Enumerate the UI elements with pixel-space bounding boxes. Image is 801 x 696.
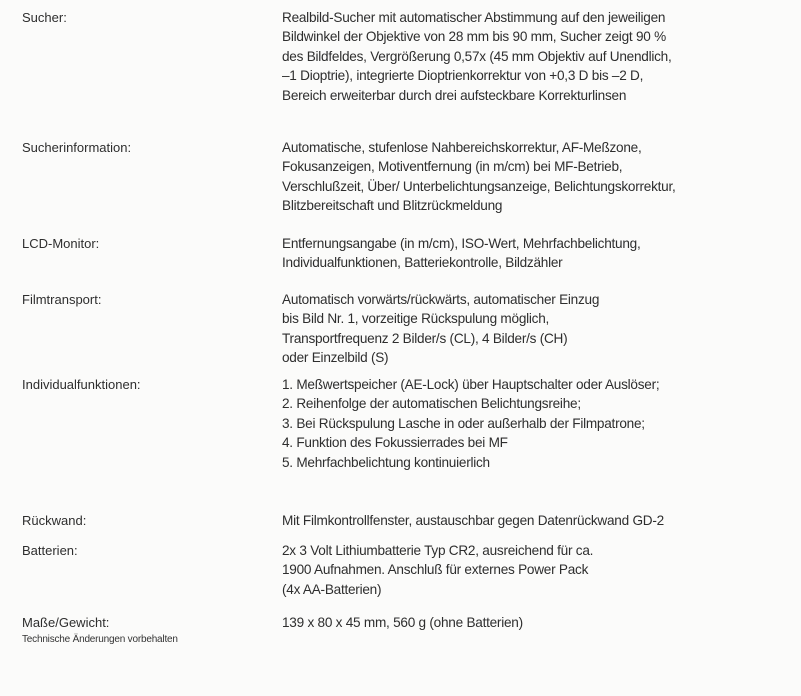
spec-value-line: des Bildfeldes, Vergrößerung 0,57x (45 mm Objektiv auf Unendlich, — [282, 48, 672, 64]
spec-value — [282, 8, 797, 105]
spec-value-line: 4. Funktion des Fokussierrades bei MF — [282, 435, 508, 451]
spec-value-line: 2. Reihenfolge der automatischen Belichtungsreihe; — [282, 396, 581, 412]
spec-value — [282, 290, 797, 368]
spec-label: Maße/Gewicht: — [22, 615, 110, 630]
spec-value-line: Automatische, stufenlose Nahbereichskorrektur, AF-Meßzone, — [282, 140, 642, 155]
spec-value-line: Bereich erweiterbar durch drei aufsteckbare Korrekturlinsen — [282, 87, 627, 103]
spec-value — [282, 138, 797, 216]
spec-value-line: Entfernungsangabe (in m/cm), ISO-Wert, Mehrfachbelichtung, — [282, 236, 641, 251]
spec-label: Filmtransport: — [22, 292, 102, 307]
spec-value-line: 1. Meßwertspeicher (AE-Lock) über Hauptschalter oder Auslöser; — [282, 377, 660, 392]
spec-value-line: (4x AA-Batterien) — [282, 581, 382, 597]
spec-value-line: Fokusanzeigen, Motiventfernung (in m/cm) bei MF-Betrieb, — [282, 159, 623, 175]
spec-value-line: –1 Dioptrie), integrierte Dioptrienkorrektur von +0,3 D bis –2 D, — [282, 68, 644, 84]
spec-label: Sucherinformation: — [22, 140, 132, 155]
spec-value-line: 2x 3 Volt Lithiumbatterie Typ CR2, ausreichend für ca. — [282, 543, 594, 558]
spec-value-line: 139 x 80 x 45 mm, 560 g (ohne Batterien) — [282, 615, 523, 630]
footnote: Technische Änderungen vorbehalten — [22, 634, 178, 645]
spec-value — [282, 613, 797, 632]
spec-value — [282, 234, 797, 273]
spec-label: Sucher: — [22, 10, 67, 25]
spec-value-line: oder Einzelbild (S) — [282, 350, 389, 366]
spec-value-line: Bildwinkel der Objektive von 28 mm bis 90 mm, Sucher zeigt 90 % — [282, 29, 666, 45]
spec-label: Batterien: — [22, 543, 78, 558]
spec-label: LCD-Monitor: — [22, 236, 100, 251]
spec-label: Rückwand: — [22, 513, 87, 528]
spec-value-line: Transportfrequenz 2 Bilder/s (CL), 4 Bilder/s (CH) — [282, 330, 568, 346]
spec-value — [282, 511, 797, 530]
spec-value-line: Automatisch vorwärts/rückwärts, automatischer Einzug — [282, 292, 600, 307]
spec-value-line: 5. Mehrfachbelichtung kontinuierlich — [282, 454, 490, 470]
spec-value-line: Blitzbereitschaft und Blitzrückmeldung — [282, 198, 503, 214]
spec-value — [282, 541, 797, 599]
spec-value-line: bis Bild Nr. 1, vorzeitige Rückspulung möglich, — [282, 311, 550, 327]
spec-value-line: Realbild-Sucher mit automatischer Abstimmung auf den jeweiligen — [282, 10, 666, 25]
spec-value-line: Mit Filmkontrollfenster, austauschbar gegen Datenrückwand GD-2 — [282, 513, 664, 528]
spec-label: Individualfunktionen: — [22, 377, 141, 392]
spec-value-line: 1900 Aufnahmen. Anschluß für externes Power Pack — [282, 562, 589, 578]
spec-value-line: Individualfunktionen, Batteriekontrolle, Bildzähler — [282, 255, 563, 271]
spec-value-line: 3. Bei Rückspulung Lasche in oder außerhalb der Filmpatrone; — [282, 415, 645, 431]
spec-value — [282, 375, 797, 472]
spec-value-line: Verschlußzeit, Über/ Unterbelichtungsanzeige, Belichtungskorrektur, — [282, 178, 676, 194]
